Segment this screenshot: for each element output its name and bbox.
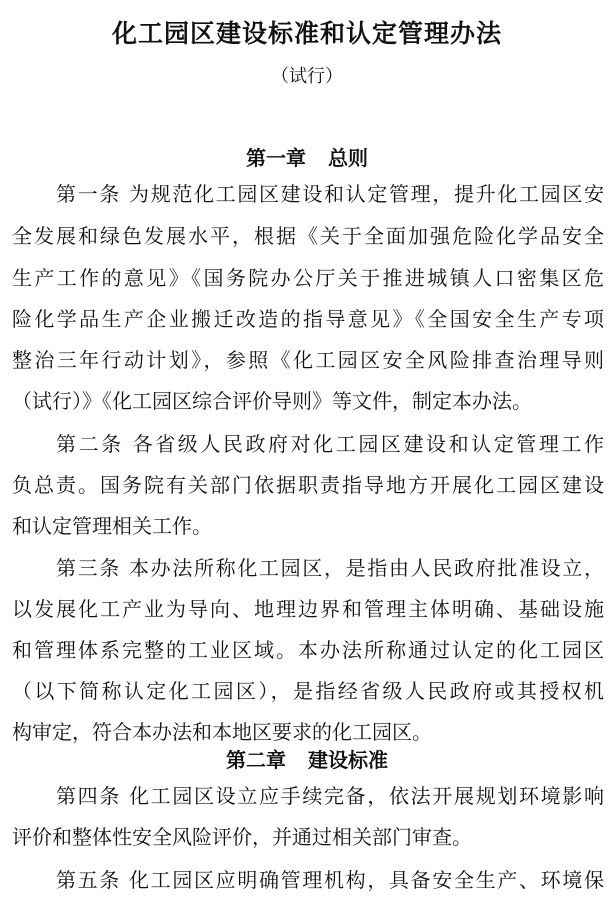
- article-2-line-2: 负总责。国务院有关部门依据职责指导地方开展化工园区建设: [12, 473, 604, 497]
- article-3-line-3: 和管理体系完整的工业区域。本办法所称通过认定的化工园区: [12, 638, 604, 662]
- article-4-line-2: 评价和整体性安全风险评价，并通过相关部门审查。: [12, 825, 472, 849]
- article-3-line-2: 以发展化工产业为导向、地理边界和管理主体明确、基础设施: [12, 597, 604, 621]
- article-3-line-4: （以下简称认定化工园区），是指经省级人民政府或其授权机: [12, 679, 604, 703]
- document-subtitle: （试行）: [271, 66, 343, 87]
- article-1-line-1: 第一条 为规范化工园区建设和认定管理，提升化工园区安: [56, 182, 604, 206]
- article-3-line-1: 第三条 本办法所称化工园区，是指由人民政府批准设立，: [56, 556, 604, 580]
- article-1-line-2: 全发展和绿色发展水平，根据《关于全面加强危险化学品安全: [12, 224, 604, 248]
- chapter-1-number: 第一章: [246, 146, 306, 170]
- article-1-line-5: 整治三年行动计划》，参照《化工园区安全风险排查治理导则: [12, 348, 604, 372]
- chapter-2-heading: [0, 744, 614, 773]
- article-4-line-1: 第四条 化工园区设立应手续完备，依法开展规划环境影响: [56, 784, 604, 808]
- article-1-line-6: （试行）》《化工园区综合评价导则》等文件，制定本办法。: [12, 389, 532, 413]
- article-1-line-3: 生产工作的意见》《国务院办公厅关于推进城镇人口密集区危: [12, 266, 604, 290]
- chapter-1-heading: [0, 142, 614, 171]
- article-5-line-1: 第五条 化工园区应明确管理机构，具备安全生产、环境保: [56, 868, 604, 892]
- chapter-2-number: 第二章: [226, 748, 286, 772]
- document-title: 化工园区建设标准和认定管理办法: [111, 19, 502, 48]
- article-2-line-1: 第二条 各省级人民政府对化工园区建设和认定管理工作: [56, 432, 604, 456]
- article-1-line-4: 险化学品生产企业搬迁改造的指导意见》《全国安全生产专项: [12, 307, 604, 331]
- article-3-line-5: 构审定，符合本办法和本地区要求的化工园区。: [12, 720, 432, 744]
- chapter-1-name: 总则: [328, 146, 368, 170]
- article-2-line-3: 和认定管理相关工作。: [12, 514, 212, 538]
- chapter-2-name: 建设标准: [308, 748, 388, 772]
